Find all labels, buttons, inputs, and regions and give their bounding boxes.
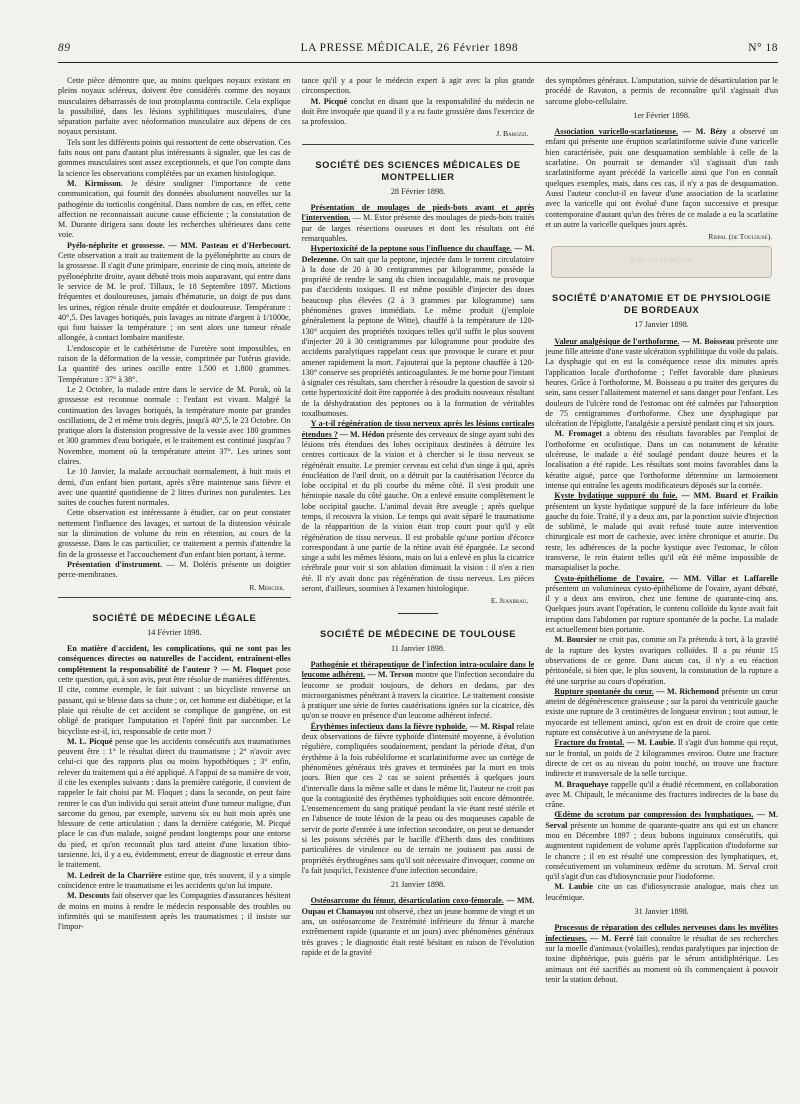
- paragraph: [58, 737, 291, 871]
- article-text: fait connaître le résultat de ses recherches sur la moelle d'animaux (volailles), rendus paralytiques par injection de toxine diphtérique, puis guéris par le sérum antidiphtérique. Les animaux ont été sacrifiés au moment où ils commençaient à pouvoir tenir la station debout.: [545, 933, 778, 984]
- library-stamp: [551, 246, 772, 278]
- paragraph-text: fait observer que les Compagnies d'assurances hésitent de moins en moins à rendre le médecin responsable des troubles ou infirmités qui se manifestent après les traumatismes ; il insiste sur l'impor-: [58, 891, 291, 932]
- article-title: Y a-t-il régénération de tissu nerveux après les lésions corticales étendues ?: [301, 419, 535, 439]
- paragraph-text: rappelle qu'il a étudié récemment, en collaboration avec M. Chipault, le mécanisme des fractures indirectes de la base du crâne.: [545, 779, 778, 810]
- article-authors: — M. Serval: [545, 810, 778, 830]
- article-text: présentent un volumineux cysto-épithéliome de l'ovaire, ayant débuté, il y a deux ans environ, chez une femme de quarante-cinq ans. Quelques jours avant l'opération, le contenu colloïde du kyste avait fait irruption dans l'abdomen par rupture spontanée de la poche. La malade est actuellement bien portante.: [545, 583, 778, 635]
- article-title: Association varicello-scarlatineuse.: [554, 127, 679, 137]
- paragraph: Le 2 Octobre, la malade entre dans le service de M. Porak, où la grossesse est reconnue normale : l'enfant est vivant. Malgré la continuation des lavages boriqués, la température monte par grandes oscillations, de 2 et même trois degrés, jusqu'à 40°,5, le 23 Octobre. On pratique alors la distension progressive de la vessie avec 180 grammes et 300 grammes d'eau boriquée, et le traitement est continué jusqu'au 7 Novembre, moment où la température atteint 37°. Les urines sont claires.: [58, 384, 291, 466]
- signature: Rispal (de Toulouse).: [708, 232, 773, 242]
- divider: [398, 613, 438, 614]
- article-authors: — MM. Buard et Fraikin: [681, 491, 778, 501]
- article-title: Œdème du scrotum par compression des lymphatiques.: [554, 810, 754, 820]
- paragraph: [302, 97, 535, 128]
- page-number: 89: [58, 42, 71, 54]
- article-title: Présentation d'instrument.: [67, 559, 163, 569]
- journal-title: LA PRESSE MÉDICALE, 26 Février 1898: [300, 42, 519, 54]
- article-title: Fracture du frontal.: [554, 738, 625, 748]
- article: [58, 560, 291, 581]
- article-authors: — M. Terson: [367, 670, 414, 680]
- text-columns: [58, 76, 778, 1098]
- article-text: présentent un kyste hydatique suppuré de la face inférieure du lobe gauche du foie. Traité, il y a deux ans, par la ponction suivie d'injection de sublimé, le malade qui avait refusé toute autre intervention chirurgicale est mort de cachexie, avec ictère chronique et anurie. Du reste, les adhérences de la poche kystique avec l'estomac, le côlon transverse, le rein étaient telles qu'il eût été même impossible de marsupialiser la poche.: [545, 501, 778, 573]
- article: [545, 810, 778, 882]
- article: [302, 896, 535, 958]
- column-2: [302, 76, 535, 1098]
- article: [545, 337, 778, 430]
- paragraph: Cette observation est intéressante à étudier, car on peut constater nettement l'influence des lavages, et surtout de la distension vésicale sur la diminution de volume du rein en rétention, au cours de la grossesse. Dans le cas particulier, ce traitement a permis d'attendre la fin de la grossesse et l'accouchement d'un enfant bien portant, à terme.: [58, 508, 291, 559]
- article: [545, 127, 778, 230]
- paragraph: [545, 780, 778, 811]
- paragraph: [545, 635, 778, 686]
- article: [302, 660, 535, 722]
- article-text: présente un homme de quarante-quatre ans qui est un chancre mou en Décembre 1897 ; deux bubons inguinaux consécutifs, qui augmentent rapidement de volume après l'application d'iodoforme sur le chancre ; il en est résulté une compression des lymphatiques, et, consécutivement un volumineux œdème du scrotum. M. Serval croit qu'il s'agit d'un cas d'idiosyncrasie pour l'iodoforme.: [545, 820, 778, 882]
- article: [545, 574, 778, 636]
- paragraph: [58, 179, 291, 241]
- article-authors: — M. Hédon: [339, 429, 385, 439]
- section-date: 17 Janvier 1898.: [634, 320, 689, 330]
- paragraph-text: conclut en disant que la responsabilité du médecin ne doit être invoquée que quand il y a eu faute grossière dans l'exercice de sa profession.: [301, 96, 535, 127]
- article-title: Processus de réparation des cellules nerveuses dans les myélites infectieuses.: [545, 923, 778, 943]
- article-authors: — M. Delezenne.: [301, 244, 535, 264]
- article: [545, 923, 778, 985]
- paragraph-text: estime que, très souvent, il y a simple coïncidence entre le traumatisme et les accidents qu'on lui impute.: [58, 870, 291, 890]
- article-title: En matière d'accident, les complications, qui ne sont pas les conséquences directes ou naturelles de l'accident, entraînent-elles complètement la responsabilité de l'auteur ?: [58, 644, 291, 674]
- article: [302, 722, 535, 876]
- article-authors: — M. Boisseau: [681, 336, 735, 346]
- article-text: montre que l'infection secondaire du leucome se produit toujours, de dehors en dedans, par des microorganismes pénétrant à travers la cicatrice. Le traitement consiste à pratiquer une série de fortes cautérisations ignées sur la cicatrice, dès qu'on se trouve en présence d'un leucome adhérent infecté.: [301, 670, 535, 721]
- article: [302, 419, 535, 594]
- section-date: 14 Février 1898.: [147, 627, 202, 637]
- article-authors: — M. Bézy: [682, 127, 727, 137]
- paragraph: [58, 891, 291, 932]
- signature: J. Barozzi.: [496, 129, 529, 139]
- section-date: 11 Janvier 1898.: [390, 643, 446, 653]
- paragraph-text: cite un cas d'idiosyncrasie analogue, mais chez un leucémique.: [545, 882, 778, 902]
- article: [302, 244, 535, 419]
- article-authors: — M. Richemond: [656, 686, 719, 696]
- paragraph: Le 10 Janvier, la malade accouchait normalement, à huit mois et demi, d'un enfant bien portant, après s'être maintenue sans fièvre et avec une quantité quotidienne de 2 litres d'urines non purulentes. Les suites de couches furent normales.: [58, 467, 291, 508]
- author-name: M. Descouts: [67, 891, 110, 901]
- article-text: a observé un enfant qui présente une éruption scarlatiniforme suivie d'une varicelle bien caractérisée, puis une desquamation semblable à celle de la scarlatine. On pourrait se demander s'il s'agissait d'un rash scarlatiniforme ayant précédé la varicelle ainsi que l'on en connaît quelques exemples, mais, dans ces cas, il n'y a pas de desquamation. Aussi l'auteur conclut-il en faveur d'une association de la scarlatine avec la varicelle qui ont évolué d'une façon successive et presque contemporaine d'autant qu'un des frères de ce malade a eu la scarlatine et un autre la varicelle quelques jours après.: [545, 127, 778, 229]
- article-title: Ostéosarcome du fémur, désarticulation coxo-fémorale.: [310, 896, 504, 906]
- column-3: [545, 76, 778, 1098]
- paragraph: [58, 871, 291, 892]
- article-text: présente une jeune fille atteinte d'une vaste ulcération syphilitique du voile du palais. La dysphagie qui en est la conséquence cesse dix minutes après l'application locale d'orthoforme ; l'effet favorable dure plusieurs heures. Grâce à l'orthoforme, M. Boisseau a pu traiter des gerçures du sein, sans cesser l'allaitement maternel et sans danger pour l'enfant. Les douleurs de l'ulcère rond de l'estomac ont été calmées par l'absorption de 75 centigrammes d'orthoforme. Chez une dysphagique par ulcération de l'épiglotte, l'analgésie a persisté pendant cinq et six jours.: [545, 336, 778, 429]
- paragraph-text: ne croit pas, comme on l'a prétendu à tort, à la gravité de la rupture des kystes ovariques colloïdes. Il a pu réunir 15 observations de ce genre. Dans aucun cas, il n'y a eu réaction péritonéale, si bien que, le plus souvent, la constatation de la rupture a été une surprise au cours d'opération.: [545, 635, 778, 686]
- article-text: ont observé, chez un jeune homme de vingt et un ans, un ostéosarcome de l'extrémité inférieure du fémur à marche extrêmement rapide (quarante et un jours) avec phénomènes généraux très graves ; le diagnostic était resté hésitant en raison de l'évolution rapide et de la gravité: [301, 906, 535, 957]
- article-title: Pathogénie et thérapeutique de l'infection intra-oculaire dans le leucome adhérent.: [301, 659, 535, 680]
- section-title: SOCIÉTÉ D'ANATOMIE ET DE PHYSIOLOGIE DE BORDEAUX: [552, 293, 772, 316]
- article-text: Il s'agit d'un homme qui reçut, sur le frontal, un poids de 2 kilogrammes environ. Outre une fracture directe de cet os au niveau du point touché, on trouve une fracture indirecte et transversale de la selle turcique.: [545, 738, 778, 779]
- section-date: 28 Février 1898.: [390, 186, 446, 196]
- author-name: M. Boursier: [554, 635, 597, 645]
- article-title: Présentation de moulages de pieds-bots avant et après l'intervention.: [301, 203, 535, 223]
- author-name: M. Laubie: [554, 882, 593, 892]
- article: [545, 687, 778, 738]
- paragraph: des symptômes généraux. L'amputation, suivie de désarticulation par le procédé de Ravaton, a permis de reconnaître qu'il s'agissait d'un sarcome globo-cellulaire.: [545, 76, 778, 106]
- paragraph: Tels sont les différents points qui ressortent de cette observation. Ces faits nous ont paru d'autant plus intéressants à signaler, que les cas de gommes musculaires sont assez exceptionnels, et que l'on compte dans la science les observations complétées par un examen histologique.: [58, 137, 291, 178]
- paragraph: Cette pièce démontre que, au moins quelques noyaux existant en pleins noyaux scléreux, doivent être considérés comme des noyaux musculaires débarrassés de tout protoplasma contractile. Cela explique la possibilité, dans les lésions syphilitiques musculaires, d'une séparation parfaite avec néoformation musculaire aux dépens de ces noyaux persistant.: [58, 76, 291, 137]
- article-authors: — MM. Oupau et Chamayou: [301, 896, 535, 916]
- author-name: M. Picqué: [310, 96, 348, 106]
- article-title: Cysto-épithéliome de l'ovaire.: [554, 573, 665, 583]
- page-header: [58, 42, 778, 58]
- article: [545, 491, 778, 573]
- article-authors: — M. Laubie.: [626, 738, 676, 748]
- author-name: M. L. Picqué: [67, 736, 113, 746]
- author-name: M. Ledreit de la Charrière: [67, 870, 162, 880]
- article-authors: — MM. Villar et Laffarelle: [669, 573, 778, 583]
- article-text: — M. Doléris présente un doigtier perce-membranes.: [58, 559, 291, 580]
- section-title: SOCIÉTÉ DES SCIENCES MÉDICALES DE MONTPELLIER: [315, 159, 521, 182]
- article-authors: — MM. Pasteau et d'Herbecourt.: [168, 240, 291, 250]
- section-title: SOCIÉTÉ DE MÉDECINE LÉGALE: [92, 612, 257, 623]
- paragraph: tance qu'il y a pour le médecin expert à agir avec la plus grande circonspection.: [301, 76, 535, 96]
- section-rule: [302, 144, 535, 145]
- article-authors: — M. Floquet: [221, 664, 273, 674]
- article-title: Érythèmes infectieux dans la fièvre typhoïde.: [310, 721, 468, 731]
- article-title: Hypertoxicité de la peptone sous l'influence du chauffage.: [310, 244, 512, 254]
- article-authors: — M. Rispal: [469, 721, 515, 731]
- article-text: Cette observation a trait au traitement de la pyélonéphrite au cours de la grossesse. Il s'agit d'une primipare, enceinte de cinq mois, atteinte de pyélonéphrite droite, ayant débuté trois mois auparavant, qui entre dans le service de M. le prof. Tillaux, le 18 Septembre 1897. Mictions fréquentes et douloureuses, jamais d'hématurie, un doigt de pus dans les urines, région rénale droite empâtée et douloureuse. Température : 40°,5. Des lavages boriqués, puis lavages au nitrate d'argent à 1/1000e, qui font baisser la température ; on sent alors une tumeur rénale allongée, à contact lombaire manifeste.: [58, 251, 291, 343]
- paragraph-text: pense que les accidents consécutifs aux traumatismes peuvent être : 1° le résultat direct du traumatisme ; 2° n'avoir avec celui-ci que des rapports plus ou moins hypothétiques ; 3° enfin, relever du traitement qui a été appliqué. A l'appui de sa manière de voir, il cite les exemples suivants : dans la première catégorie, il convient de rappeler le fait choisi par M. Floquet ; dans la seconde, on peut faire rentrer le cas d'un individu qui serait atteint d'une tumeur maligne, d'un sarcome du genou, par exemple, survenu six ou huit mois après une blessure de cette articulation ; dans la dernière catégorie, M. Picqué place le cas d'un malade, soigné pendant longtemps pour une entorse du pied, et qu'on reconnaît plus tard atteint d'une luxation tibio-tarsienne. Ici, il y a eu, évidemment, erreur de diagnostic et erreur dans le traitement.: [58, 736, 291, 870]
- article: [302, 203, 535, 244]
- article: [58, 241, 291, 344]
- paragraph: [545, 882, 778, 903]
- paragraph-text: a obtenu des résultats favorables par l'emploi de l'orthoforme en oculistique. Dans un cas notamment de kératite ulcéreuse, le malade a été soulagé pendant douze heures et la localisation a été rapide. Les résultats sont moins favorables dans la kératite aiguë, parce que l'orthoforme détermine un larmoiement intense qui entraîne les agents modificateurs déposés sur la cornée.: [545, 429, 778, 490]
- issue-number: N° 18: [748, 42, 778, 54]
- author-name: M. Kirmisson.: [67, 178, 123, 188]
- article-title: Valeur analgésique de l'orthoforme.: [554, 336, 680, 346]
- column-1: [58, 76, 291, 1098]
- article-title: Pyélo-néphrite et grossesse.: [67, 240, 165, 250]
- article-authors: — M. Ferré: [590, 933, 634, 943]
- signature: E. Jeanbrau.: [490, 596, 529, 606]
- section-date: 21 Janvier 1898.: [390, 880, 446, 890]
- article-text: relate deux observations de fièvre typhoïde d'intensité moyenne, à évolution régulière, compliquées soudainement, pendant la période d'état, d'un érythème à la fois rubéoliforme et scarlatiniforme avec un cortège de phénomènes généraux très graves et terminées par la mort en trois jours. Bien que ces 2 cas se soient présentés à quelques jours d'intervalle dans la même salle et dans le même lit, l'auteur ne croit pas que la contagiosité des érythèmes typhoïdiques soit encore démontrée. L'ensemencement du sang pratiqué pendant la vie étant resté stérile et en l'absence de toute lésion de la peau ou des muqueuses capable de servir de porte d'entrée à une infection secondaire, on peut se demander si les poisons sécrétés par le bacille d'Eberth dans des conditions particulières de virulence ou de terrain ne jouissent pas aussi de propriétés érythrogènes sans qu'il soit nécessaire d'invoquer, comme on l'a fait jusqu'ici, l'existence d'une infection secondaire.: [301, 721, 535, 875]
- section-date: 1er Février 1898.: [633, 110, 690, 120]
- article-text: présente un cœur atteint de dégénérescence graisseuse ; sur la paroi du ventricule gauche existe une rupture de 3 centimètres de longueur environ ; tout autour, le myocarde est tellement aminci, qu'on est en droit de croire que cette rupture est consécutive à un anévrysme de la paroi.: [545, 686, 778, 738]
- article: [545, 738, 778, 779]
- author-name: M. Braquehaye: [554, 779, 609, 789]
- stamp-text: BIBLIOTHÈQUE: [629, 258, 694, 266]
- paragraph: [545, 429, 778, 491]
- article-title: Kyste hydatique suppuré du foie.: [554, 491, 678, 501]
- article-text: — M. Estor présente des moulages de pieds-bots traités par de larges résections osseuses et dont les résultats ont été remarquables.: [301, 213, 535, 243]
- article: [58, 644, 291, 737]
- header-rule: [58, 62, 778, 63]
- paragraph-text: Je désire souligner l'importance de cette communication, qui fournit des données absolument nouvelles sur la pathogénie du torticolis congénital. Dans nombre de cas, en effet, cette affection ne reconnaissait aucune cause efficiente ; la constatation de M. Durante dirigera sans doute les recherches ultérieures dans cette voie.: [58, 178, 291, 240]
- author-name: M. Fromaget: [554, 429, 602, 439]
- section-title: SOCIÉTÉ DE MÉDECINE DE TOULOUSE: [319, 628, 517, 639]
- section-date: 31 Janvier 1898.: [634, 907, 689, 917]
- signature: R. Mercier.: [249, 582, 285, 592]
- article-text: pose cette question, qui, à son avis, peut être résolue de manières différentes. Il cite, comme exemple, le fait suivant : un bicycliste renverse un passant, qui se blesse dans sa chute ; or, cet homme est diabétique, et la plaie qui résulte de cet accident se complique de gangrène, on est obligé de pratiquer l'amputation et l'opéré finit par succomber. Le bicycliste est-il, ici, responsable de cette mort ?: [58, 664, 291, 736]
- article-text: présente des cerveaux de singe ayant subi des lésions très étendues des lobes occipitaux destinées à détruire les centres corticaux de la vision et à chercher si le tissu nerveux se régénérait ensuite. Le premier cerveau est celui d'un singe à qui, après énucléation de l'œil droit, on a détruit par la cautérisation l'écorce du lobe occipital et du pli courbe du même côté. Il s'est produit une hémiopie nasale du côté gauche. On a enlevé ensuite complètement le lobe occipital gauche. L'animal devait être aveugle ; après quelque temps, il recouvra la vision. Le temps qui avait séparé le traumatisme de la réapparition de la vision était trop court pour qu'il y eût régénération de tissu nerveux. Il est probable qu'une portion d'écorce correspondant à une partie de la rétine avait été épargnée. Le second singe a subi les mêmes lésions, mais on lui a enlevé en plus la cicatrice cérébrale pour voir si son ablation diminuait la vision : il n'en a rien été. Il n'y avait donc pas régénération de tissu nerveux. Les pièces seront, d'ailleurs, soumises à l'examen histologique.: [301, 429, 535, 594]
- section-rule: [58, 597, 291, 598]
- article-title: Rupture spontanée du cœur.: [554, 686, 654, 696]
- paragraph: L'endoscopie et le cathétérisme de l'uretère sont impossibles, en raison de la déformation de la vessie, comprimée par l'utérus gravide. La quantité des urines oscille entre 1.500 et 1.800 grammes. Température : 37° à 38°.: [58, 343, 291, 384]
- article-text: On sait que la peptone, injectée dans le torrent circulatoire à la dose de 20 à 30 centigrammes par kilogramme, possède la propriété de rendre le sang du chien incoagulable, mais ne provoque pas d'accidents toxiques. Il est même possible d'injecter des doses beaucoup plus élevées (2 à 3 grammes par kilogramme) sans phénomènes graves immédiats. Le même produit (j'emploie généralement la peptone de Witte), chauffé à la température de 120-130° acquiert des propriétés toxiques telles qu'il suffit le plus souvent d'injecter 20 à 30 centigrammes par kilogramme pour produire des accidents paralytiques rappelant ceux que provoque le curare et pour amener rapidement la mort. J'ajouterai que la peptone chauffée à 120-130° conserve ses propriétés anticoagulantes. Je me borne pour l'instant à signaler ces résultats, sans chercher à résoudre la question de savoir si cette hypertoxicité doit être rapportée à des produits nouveaux résultant de la déshydratation des peptones ou à la formation de véritables toxalbumoses.: [301, 254, 535, 419]
